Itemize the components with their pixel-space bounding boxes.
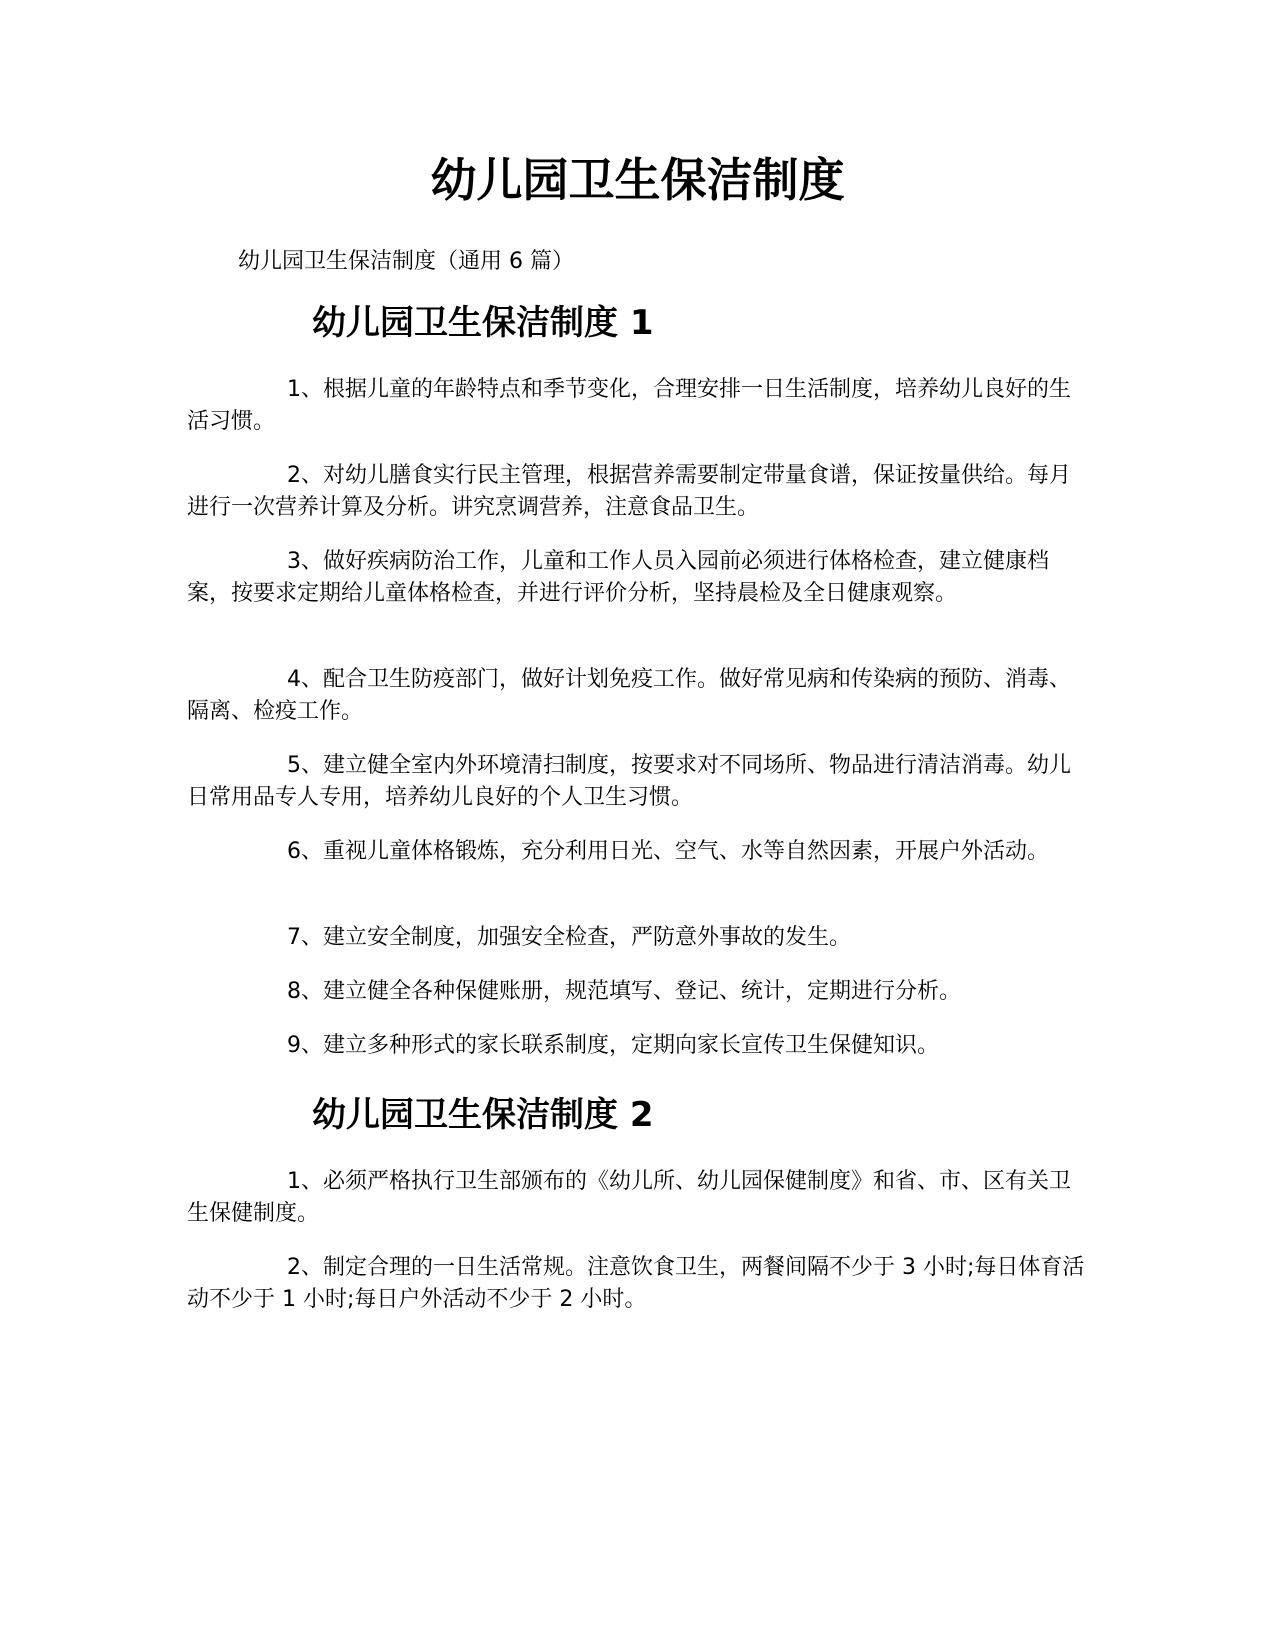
section-1-paragraph-7: 7、建立安全制度，加强安全检查，严防意外事故的发生。 xyxy=(287,925,851,950)
section-2-heading: 幼儿园卫生保洁制度 2 xyxy=(312,1095,654,1135)
section-1-paragraph-3: 3、做好疾病防治工作，儿童和工作人员入园前必须进行体格检查，建立健康档案，按要求定期给儿童体格检查，并进行评价分析，坚持晨检及全日健康观察。 xyxy=(187,549,1049,606)
section-1-paragraph-5: 5、建立健全室内外环境清扫制度，按要求对不同场所、物品进行清洁消毒。幼儿日常用品专人专用，培养幼儿良好的个人卫生习惯。 xyxy=(187,753,1071,810)
document-title: 幼儿园卫生保洁制度 xyxy=(430,153,845,207)
section-1-paragraph-8: 8、建立健全各种保健账册，规范填写、登记、统计，定期进行分析。 xyxy=(287,979,961,1004)
section-1-paragraph-9: 9、建立多种形式的家长联系制度，定期向家长宣传卫生保健知识。 xyxy=(287,1033,939,1058)
section-1-paragraph-4: 4、配合卫生防疫部门，做好计划免疫工作。做好常见病和传染病的预防、消毒、隔离、检疫工作。 xyxy=(187,667,1071,724)
section-2-paragraph-2: 2、制定合理的一日生活常规。注意饮食卫生，两餐间隔不少于 3 小时;每日体育活动不少于 1 小时;每日户外活动不少于 2 小时。 xyxy=(187,1255,1085,1312)
section-1-paragraph-1: 1、根据儿童的年龄特点和季节变化，合理安排一日生活制度，培养幼儿良好的生活习惯。 xyxy=(187,377,1071,434)
section-1-paragraph-6: 6、重视儿童体格锻炼，充分利用日光、空气、水等自然因素，开展户外活动。 xyxy=(287,839,1049,864)
section-1-paragraph-2: 2、对幼儿膳食实行民主管理，根据营养需要制定带量食谱，保证按量供给。每月进行一次营养计算及分析。讲究烹调营养，注意食品卫生。 xyxy=(187,463,1071,520)
section-1-heading: 幼儿园卫生保洁制度 1 xyxy=(312,303,654,343)
section-2-paragraph-1: 1、必须严格执行卫生部颁布的《幼儿所、幼儿园保健制度》和省、市、区有关卫生保健制度。 xyxy=(187,1169,1071,1226)
document-subtitle: 幼儿园卫生保洁制度（通用 6 篇） xyxy=(238,249,574,274)
